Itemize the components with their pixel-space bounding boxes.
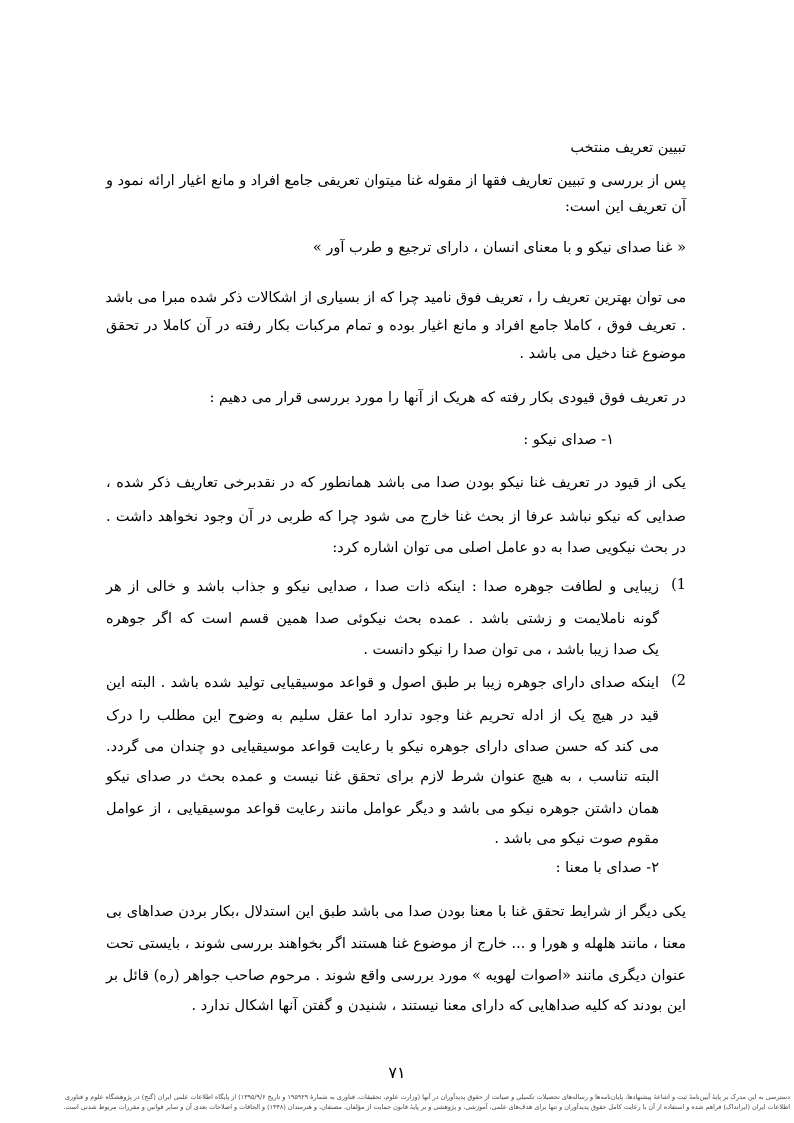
subsection-2-line-1: یکی دیگر از شرایط تحقق غنا با معنا بودن صدا می باشد طبق این استدلال ،بکار بردن صداهای بی — [106, 904, 686, 920]
footer-notice-line-2: اطلاعات ایران (ایرانداک) فراهم شده و استفاده از آن با رعایت کامل حقوق پدیدآوران و تنها برای هدف‌های علمی، آموزشی، و پژوهشی و بر پایهٔ قانون حمایت از مؤلفان، مصنفان، و هنرمندان (۱۳۴۸) و الحاقات و اصلاحات بعدی آن و سایر قوانین و مقررات مربوط شدنی است. — [63, 1103, 790, 1111]
list-item-2-line-3: می کند که حسن صدای دارای جوهره نیکو با رعایت قواعد موسیقیایی دو چندان می گردد. — [106, 739, 659, 755]
section-heading: تبیین تعریف منتخب — [570, 140, 686, 156]
list-item-2-line-6: مقوم صوت نیکو می باشد . — [494, 831, 659, 847]
list-item-2-number: 2) — [671, 673, 686, 689]
page-number: ٧١ — [388, 1063, 406, 1082]
list-item-2-line-4: البته تناسب ، به هیچ عنوان شرط لازم برای تحقق غنا نیست و عمده بحث در صدای نیکو — [106, 769, 659, 785]
subsection-2-line-4: این بودند که کلیه صداهایی که دارای معنا نیستند ، شنیدن و گفتن آنها اشکال ندارد . — [191, 998, 686, 1014]
intro-line-2: آن تعریف این است: — [565, 199, 686, 215]
subsection-1-line-2: صدایی که نیکو نباشد عرفا از بحث غنا خارج می شود چرا که طربی در آن وجود نخواهد داشت . — [106, 509, 686, 525]
best-definition-line-1: می توان بهترین تعریف را ، تعریف فوق نامید چرا که از بسیاری از اشکالات ذکر شده مبرا می باشد — [105, 290, 686, 306]
subsection-1-title: ۱- صدای نیکو : — [523, 432, 614, 448]
definition-quote: « غنا صدای نیکو و با معنای انسان ، دارای ترجیع و طرب آور » — [312, 240, 686, 256]
best-definition-line-2: . تعریف فوق ، کاملا جامع افراد و مانع اغیار بوده و تمام مرکبات بکار رفته در آن کاملا در تحقق — [106, 318, 686, 334]
list-item-1-line-3: یک صدا زیبا باشد ، می توان صدا را نیکو دانست . — [363, 642, 659, 658]
subsection-1-line-3: در بحث نیکویی صدا به دو عامل اصلی می توان اشاره کرد: — [332, 540, 686, 556]
list-item-1-line-1: زیبایی و لطافت جوهره صدا : اینکه ذات صدا ، صدایی نیکو و جذاب باشد و خالی از هر — [106, 579, 659, 595]
footer-notice-line-1: دسترسی به این مدرک بر پایهٔ آیین‌نامهٔ ثبت و اشاعهٔ پیشنهادها، پایان‌نامه‌ها و رساله‌های تحصیلات تکمیلی و صیانت از حقوق پدیدآوران در آنها (وزارت علوم، تحقیقات، فناوری به شمارهٔ ۱۹۵۹۲۹ و تاریخ ۱۳۹۵/۹/۶) از پایگاه اطلاعات علمی ایران (گنج) در پژوهشگاه علوم و فناوری — [65, 1093, 790, 1101]
subsection-2-line-2: معنا ، مانند هلهله و هورا و ... خارج از موضوع غنا هستند اگر بخواهند بررسی شوند ، بایستی تحت — [106, 936, 686, 952]
intro-line-1: پس از بررسی و تبیین تعاریف فقها از مقوله غنا میتوان تعریفی جامع افراد و مانع اغیار ارائه نمود و — [106, 173, 686, 189]
list-item-2-line-5: همان داشتن جوهره نیکو می باشد و دیگر عوامل مانند رعایت قواعد موسیقیایی ، از عوامل — [106, 801, 659, 817]
subsection-2-title: ۲- صدای با معنا : — [555, 860, 659, 876]
subsection-2-line-3: عنوان دیگری مانند «اصوات لهویه » مورد بررسی واقع شوند . مرحوم صاحب جواهر (ره) قائل بر — [106, 968, 686, 984]
list-item-2-line-2: قید در هیچ یک از ادله تحریم غنا وجود ندارد اما عقل سلیم به وضوح این مطلب را درک — [106, 708, 659, 724]
constraints-intro: در تعریف فوق قیودی بکار رفته که هریک از آنها را مورد بررسی قرار می دهیم : — [209, 390, 686, 406]
list-item-1-number: 1) — [671, 577, 686, 593]
list-item-2-line-1: اینکه صدای دارای جوهره زیبا بر طبق اصول و قواعد موسیقیایی تولید شده باشد . البته این — [106, 675, 659, 691]
subsection-1-line-1: یکی از قیود در تعریف غنا نیکو بودن صدا می باشد همانطور که در نقدبرخی تعاریف ذکر شده ، — [106, 475, 686, 491]
list-item-1-line-2: گونه ناملایمت و زشتی باشد . عمده بحث نیکوئی صدا همین قسم است که اگر جوهره — [106, 611, 659, 627]
best-definition-line-3: موضوع غنا دخیل می باشد . — [519, 346, 686, 362]
